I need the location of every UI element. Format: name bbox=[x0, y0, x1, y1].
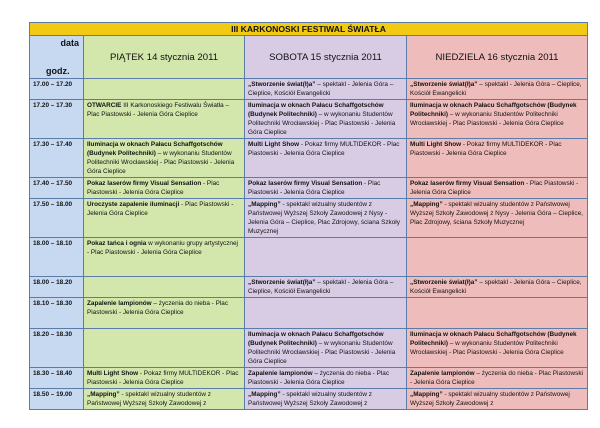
schedule-row bbox=[30, 368, 588, 389]
event-title: Multi Light Show bbox=[87, 370, 139, 377]
schedule-row bbox=[30, 100, 588, 139]
day-header-friday: PIĄTEK 14 stycznia 2011 bbox=[84, 36, 245, 79]
event-cell-sunday bbox=[407, 79, 588, 100]
event-details: - spektakl wizualny studentów z Państwowej Wyższej Szkoły Zawodowej z Nysy - Jelenia Góra – Cieplice, Plac Zdrojowy, ściana Szkoły Muzycznej bbox=[248, 201, 400, 235]
event-cell-sunday bbox=[407, 389, 588, 410]
event-cell-saturday bbox=[245, 100, 407, 139]
event-cell-friday bbox=[84, 368, 245, 389]
time-slot: 17.40 – 17.50 bbox=[30, 178, 84, 199]
date-time-corner bbox=[30, 36, 84, 79]
event-details: - Plac Piastowski - Jelenia Góra Cieplice bbox=[410, 180, 579, 196]
corner-date-label: data bbox=[60, 38, 79, 48]
event-details: – spektakl - Jelenia Góra – Cieplice, Kościół Ewangelicki bbox=[248, 279, 394, 295]
schedule-row bbox=[30, 178, 588, 199]
event-cell-saturday bbox=[245, 139, 407, 178]
event-title: Pokaz laserów firmy Visual Sensation bbox=[410, 180, 525, 187]
event-cell-friday bbox=[84, 79, 245, 100]
event-cell-friday bbox=[84, 298, 245, 329]
event-cell-friday bbox=[84, 139, 245, 178]
event-cell-friday bbox=[84, 277, 245, 298]
event-cell-friday bbox=[84, 178, 245, 199]
event-cell-saturday bbox=[245, 329, 407, 368]
event-details: - Pokaz firmy MULTIDEKOR - Plac Piastowski - Jelenia Góra Cieplice bbox=[410, 141, 562, 157]
event-title: Iluminacja w oknach Pałacu Schaffgotschów (Budynek Politechniki) bbox=[410, 331, 577, 347]
event-cell-friday bbox=[84, 238, 245, 277]
event-title: Zapalenie lampionów bbox=[248, 370, 313, 377]
event-details: - Pokaz firmy MULTIDEKOR - Plac Piastowski - Jelenia Góra Cieplice bbox=[87, 370, 239, 386]
time-slot: 17.30 – 17.40 bbox=[30, 139, 84, 178]
event-cell-saturday bbox=[245, 368, 407, 389]
time-slot: 18.30 – 18.40 bbox=[30, 368, 84, 389]
event-cell-saturday bbox=[245, 178, 407, 199]
event-details: - Pokaz firmy MULTIDEKOR - Plac Piastowski - Jelenia Góra Cieplice bbox=[248, 141, 400, 157]
event-cell-sunday bbox=[407, 329, 588, 368]
event-title: Zapalenie lampionów bbox=[87, 300, 152, 307]
schedule-row bbox=[30, 139, 588, 178]
schedule-row bbox=[30, 298, 588, 329]
event-details: – życzenia do nieba - Plac Piastowski - Jelenia Góra Cieplice bbox=[248, 370, 390, 386]
event-title: „Mapping” bbox=[87, 391, 120, 398]
event-title: Pokaz laserów firmy Visual Sensation bbox=[87, 180, 202, 187]
schedule-row bbox=[30, 389, 588, 410]
event-cell-friday bbox=[84, 389, 245, 410]
event-details: – spektakl - Jelenia Góra – Cieplice, Kościół Ewangelicki bbox=[410, 81, 582, 97]
event-details: – w wykonaniu Studentów Politechniki Wrocławskiej - Plac Piastowski - Jelenia Góra Cieplice bbox=[410, 340, 564, 356]
event-details: - spektakl wizualny studentów z Państwowej Wyższej Szkoły Zawodowej z bbox=[87, 391, 211, 407]
event-details: – życzenia do nieba - Plac Piastowski - Jelenia Góra Cieplice bbox=[87, 300, 229, 316]
event-details: w wykonaniu grupy artystycznej - Plac Piastowski - Jelenia Góra Cieplice bbox=[87, 240, 238, 256]
event-title: „Stworzenie świat(ł)a” bbox=[248, 279, 316, 286]
event-cell-saturday bbox=[245, 277, 407, 298]
event-title: Iluminacja w oknach Pałacu Schaffgotschów (Budynek Politechniki) bbox=[87, 141, 223, 157]
event-cell-sunday bbox=[407, 199, 588, 238]
event-details: – życzenia do nieba - Plac Piastowski - Jelenia Góra Cieplice bbox=[410, 370, 583, 386]
time-slot: 18.00 – 18.20 bbox=[30, 277, 84, 298]
event-cell-sunday bbox=[407, 100, 588, 139]
event-title: „Stworzenie świat(ł)a” bbox=[410, 81, 478, 88]
event-title: Iluminacja w oknach Pałacu Schaffgotschów (Budynek Politechniki) bbox=[248, 331, 384, 347]
time-slot: 17.20 – 17.30 bbox=[30, 100, 84, 139]
event-cell-saturday bbox=[245, 79, 407, 100]
schedule-row bbox=[30, 79, 588, 100]
event-details: – w wykonaniu Studentów Politechniki Wrocławskiej - Plac Piastowski - Jelenia Góra Cieplice bbox=[410, 111, 564, 127]
event-cell-sunday bbox=[407, 238, 588, 277]
schedule-row bbox=[30, 199, 588, 238]
event-details: – spektakl - Jelenia Góra – Cieplice, Kościół Ewangelicki bbox=[410, 279, 582, 295]
event-title: Multi Light Show bbox=[248, 141, 300, 148]
time-slot: 18.10 – 18.30 bbox=[30, 298, 84, 329]
event-title: OTWARCIE bbox=[87, 102, 122, 109]
event-details: III Karkonoskiego Festiwalu Światła – Plac Piastowski - Jelenia Góra Cieplice bbox=[87, 102, 230, 118]
event-title: Iluminacja w oknach Pałacu Schaffgotschów (Budynek Politechniki) bbox=[248, 102, 384, 118]
header-row bbox=[30, 36, 588, 79]
schedule-row bbox=[30, 277, 588, 298]
day-header-saturday: SOBOTA 15 stycznia 2011 bbox=[245, 36, 407, 79]
event-details: - spektakl wizualny studentów z Państwowej Wyższej Szkoły Zawodowej z Nysy - Jelenia Góra – Cieplice, Plac Zdrojowy, ściana Szkoły Muzycznej bbox=[410, 201, 583, 226]
event-details: – w wykonaniu Studentów Politechniki Wrocławskiej - Plac Piastowski - Jelenia Góra Cieplice bbox=[248, 340, 396, 365]
event-cell-sunday bbox=[407, 277, 588, 298]
event-title: Multi Light Show bbox=[410, 141, 462, 148]
event-cell-sunday bbox=[407, 368, 588, 389]
event-details: - spektakl wizualny studentów z Państwowej Wyższej Szkoły Zawodowej z bbox=[248, 391, 372, 407]
festival-schedule-table bbox=[29, 22, 588, 410]
title-row bbox=[30, 23, 588, 36]
event-cell-saturday bbox=[245, 199, 407, 238]
event-details: - Plac Piastowski - Jelenia Góra Cieplice bbox=[87, 180, 220, 196]
event-title: „Stworzenie świat(ł)a” bbox=[410, 279, 478, 286]
event-cell-saturday bbox=[245, 238, 407, 277]
event-title: Iluminacja w oknach Pałacu Schaffgotschów (Budynek Politechniki) bbox=[410, 102, 577, 118]
event-cell-friday bbox=[84, 100, 245, 139]
event-details: – spektakl - Jelenia Góra – Cieplice, Kościół Ewangelicki bbox=[248, 81, 394, 97]
festival-title: III KARKONOSKI FESTIWAL ŚWIATŁA bbox=[30, 23, 588, 36]
event-cell-sunday bbox=[407, 178, 588, 199]
event-details: - spektakl wizualny studentów z Państwowej Wyższej Szkoły Zawodowej z bbox=[410, 391, 570, 407]
corner-time-label: godz. bbox=[46, 66, 70, 76]
time-slot: 17.00 – 17.20 bbox=[30, 79, 84, 100]
event-details: – w wykonaniu Studentów Politechniki Wrocławskiej - Plac Piastowski - Jelenia Góra Cieplice bbox=[248, 111, 396, 136]
time-slot: 18.50 – 19.00 bbox=[30, 389, 84, 410]
event-title: Uroczyste zapalenie iluminacji bbox=[87, 201, 180, 208]
event-title: Zapalenie lampionów bbox=[410, 370, 475, 377]
event-title: „Mapping” bbox=[410, 201, 443, 208]
event-details: – w wykonaniu Studentów Politechniki Wrocławskiej - Plac Piastowski - Jelenia Góra Cieplice bbox=[87, 150, 235, 175]
event-cell-friday bbox=[84, 199, 245, 238]
time-slot: 17.50 – 18.00 bbox=[30, 199, 84, 238]
schedule-row bbox=[30, 329, 588, 368]
event-details: - Plac Piastowski - Jelenia Góra Cieplice bbox=[87, 201, 234, 217]
event-title: „Mapping” bbox=[248, 391, 281, 398]
event-cell-sunday bbox=[407, 298, 588, 329]
schedule-sheet bbox=[29, 22, 587, 410]
schedule-row bbox=[30, 238, 588, 277]
event-cell-saturday bbox=[245, 298, 407, 329]
event-title: „Mapping” bbox=[248, 201, 281, 208]
event-title: „Mapping” bbox=[410, 391, 443, 398]
event-title: „Stworzenie świat(ł)a” bbox=[248, 81, 316, 88]
time-slot: 18.20 – 18.30 bbox=[30, 329, 84, 368]
time-slot: 18.00 – 18.10 bbox=[30, 238, 84, 277]
event-title: Pokaz laserów firmy Visual Sensation bbox=[248, 180, 363, 187]
event-details: - Plac Piastowski - Jelenia Góra Cieplice bbox=[248, 180, 381, 196]
event-cell-sunday bbox=[407, 139, 588, 178]
event-cell-saturday bbox=[245, 389, 407, 410]
event-cell-friday bbox=[84, 329, 245, 368]
event-title: Pokaz tańca i ognia bbox=[87, 240, 147, 247]
day-header-sunday: NIEDZIELA 16 stycznia 2011 bbox=[407, 36, 588, 79]
